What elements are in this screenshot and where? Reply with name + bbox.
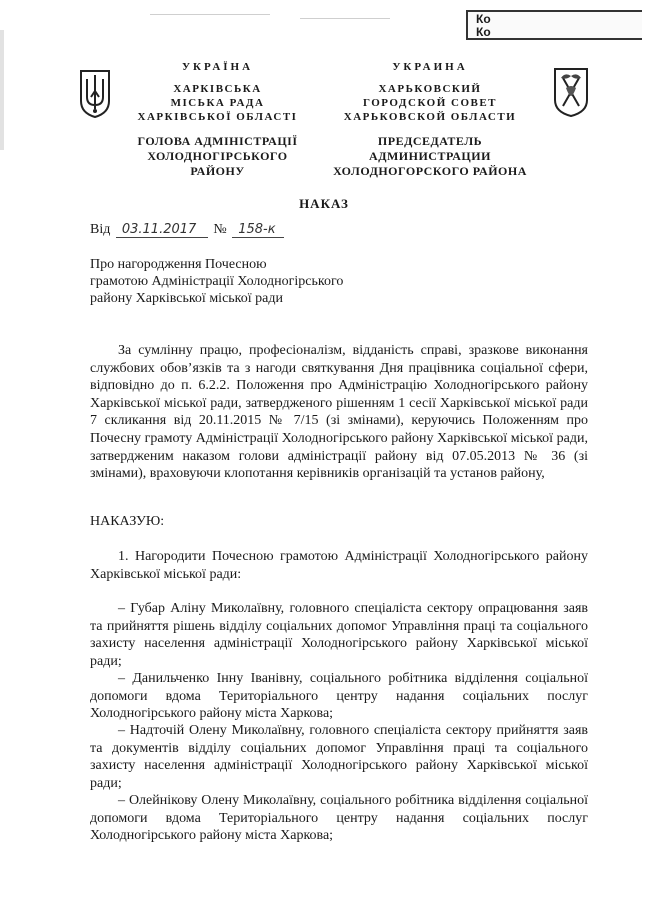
order-date-line	[90, 222, 286, 238]
registration-stamp	[466, 10, 642, 40]
awardee-item: – Надточій Олену Миколаївну, головного спеціаліста сектору прийняття заяв та документів відділу соціальних допомог Управління праці та соціального захисту населення адміністрації Холодногірського району Харківської міської ради;	[90, 723, 588, 791]
number-prefix: №	[213, 222, 227, 237]
head-line: ХОЛОДНОГІРСЬКОГО РАЙОНУ	[147, 149, 288, 178]
org-line: ХАРКІВСЬКОЇ ОБЛАСТІ	[137, 111, 298, 123]
org-line: ХАРКІВСЬКА	[173, 83, 262, 95]
org-line: ХАРЬКОВСКИЙ	[378, 83, 482, 95]
header-right	[330, 60, 530, 179]
date-prefix: Від	[90, 222, 111, 237]
preamble-paragraph: За сумлінну працю, професіоналізм, відданість справі, зразкове виконання службових обов’язків та з нагоди святкування Дня працівника соціальної сфери, відповідно до п. 6.2.2. Положення про Адміністрацію Холодногірського району Харківської міської ради, затвердженого рішенням 1 сесії Харківської міської ради 7 скликання від 20.11.2015 № 7/15 (зі змінами), керуючись Положенням про Почесну грамоту Адміністрації Холодногірського району Харківської міської ради, затвердженим наказом голови адміністрації району від 07.05.2013 № 36 (зі змінами), враховуючи клопотання керівників організацій та установ району,	[90, 343, 588, 482]
kharkiv-coat-of-arms-icon	[552, 66, 590, 118]
order-date-value: 03.11.2017	[116, 222, 208, 238]
order-subject	[90, 256, 390, 307]
subject-line: грамотою Адміністрації Холодногірського	[90, 274, 344, 289]
subject-line: Про нагородження Почесною	[90, 257, 267, 272]
header-left	[130, 60, 305, 179]
order-directive: НАКАЗУЮ:	[90, 514, 165, 529]
org-line: ХАРЬКОВСКОЙ ОБЛАСТИ	[343, 111, 517, 123]
awardee-item: – Олейнікову Олену Миколаївну, соціального робітника відділення соціальної допомоги вдома Територіального центру надання соціальних послуг Холодногірського району міста Харкова;	[90, 793, 588, 844]
org-line: МІСЬКА РАДА	[170, 97, 265, 109]
country-name: УКРАЇНА	[181, 61, 254, 73]
head-line: ПРЕДСЕДАТЕЛЬ АДМИНИСТРАЦИИ	[369, 134, 491, 163]
country-name: УКРАИНА	[392, 61, 468, 73]
stamp-line: Ко	[476, 25, 491, 39]
scan-artifact	[300, 18, 390, 19]
order-item-1: 1. Нагородити Почесною грамотою Адміністрації Холодногірського району Харківської міської ради:	[90, 549, 588, 582]
scan-artifact	[150, 14, 270, 15]
head-line: ГОЛОВА АДМІНІСТРАЦІЇ	[137, 134, 298, 148]
org-line: ГОРОДСКОЙ СОВЕТ	[362, 97, 498, 109]
head-title	[330, 134, 530, 179]
stamp-line: Ко	[476, 12, 491, 26]
head-title	[130, 134, 305, 179]
subject-line: району Харківської міської ради	[90, 291, 283, 306]
trident-emblem-icon	[78, 67, 112, 119]
awardee-item: – Губар Аліну Миколаївну, головного спеціаліста сектору опрацювання заяв та прийняття рішень відділу соціальних допомог Управління праці та соціального захисту населення адміністрації Холодногірського району Харківської міської ради;	[90, 601, 588, 669]
order-title: НАКАЗ	[299, 196, 349, 211]
head-line: ХОЛОДНОГОРСКОГО РАЙОНА	[333, 164, 527, 178]
order-number-value: 158-к	[232, 222, 284, 238]
awardee-item: – Данильченко Інну Іванівну, соціального робітника відділення соціальної допомоги вдома Територіального центру надання соціальних послуг Холодногірського району міста Харкова;	[90, 671, 588, 722]
scan-artifact	[0, 30, 4, 150]
